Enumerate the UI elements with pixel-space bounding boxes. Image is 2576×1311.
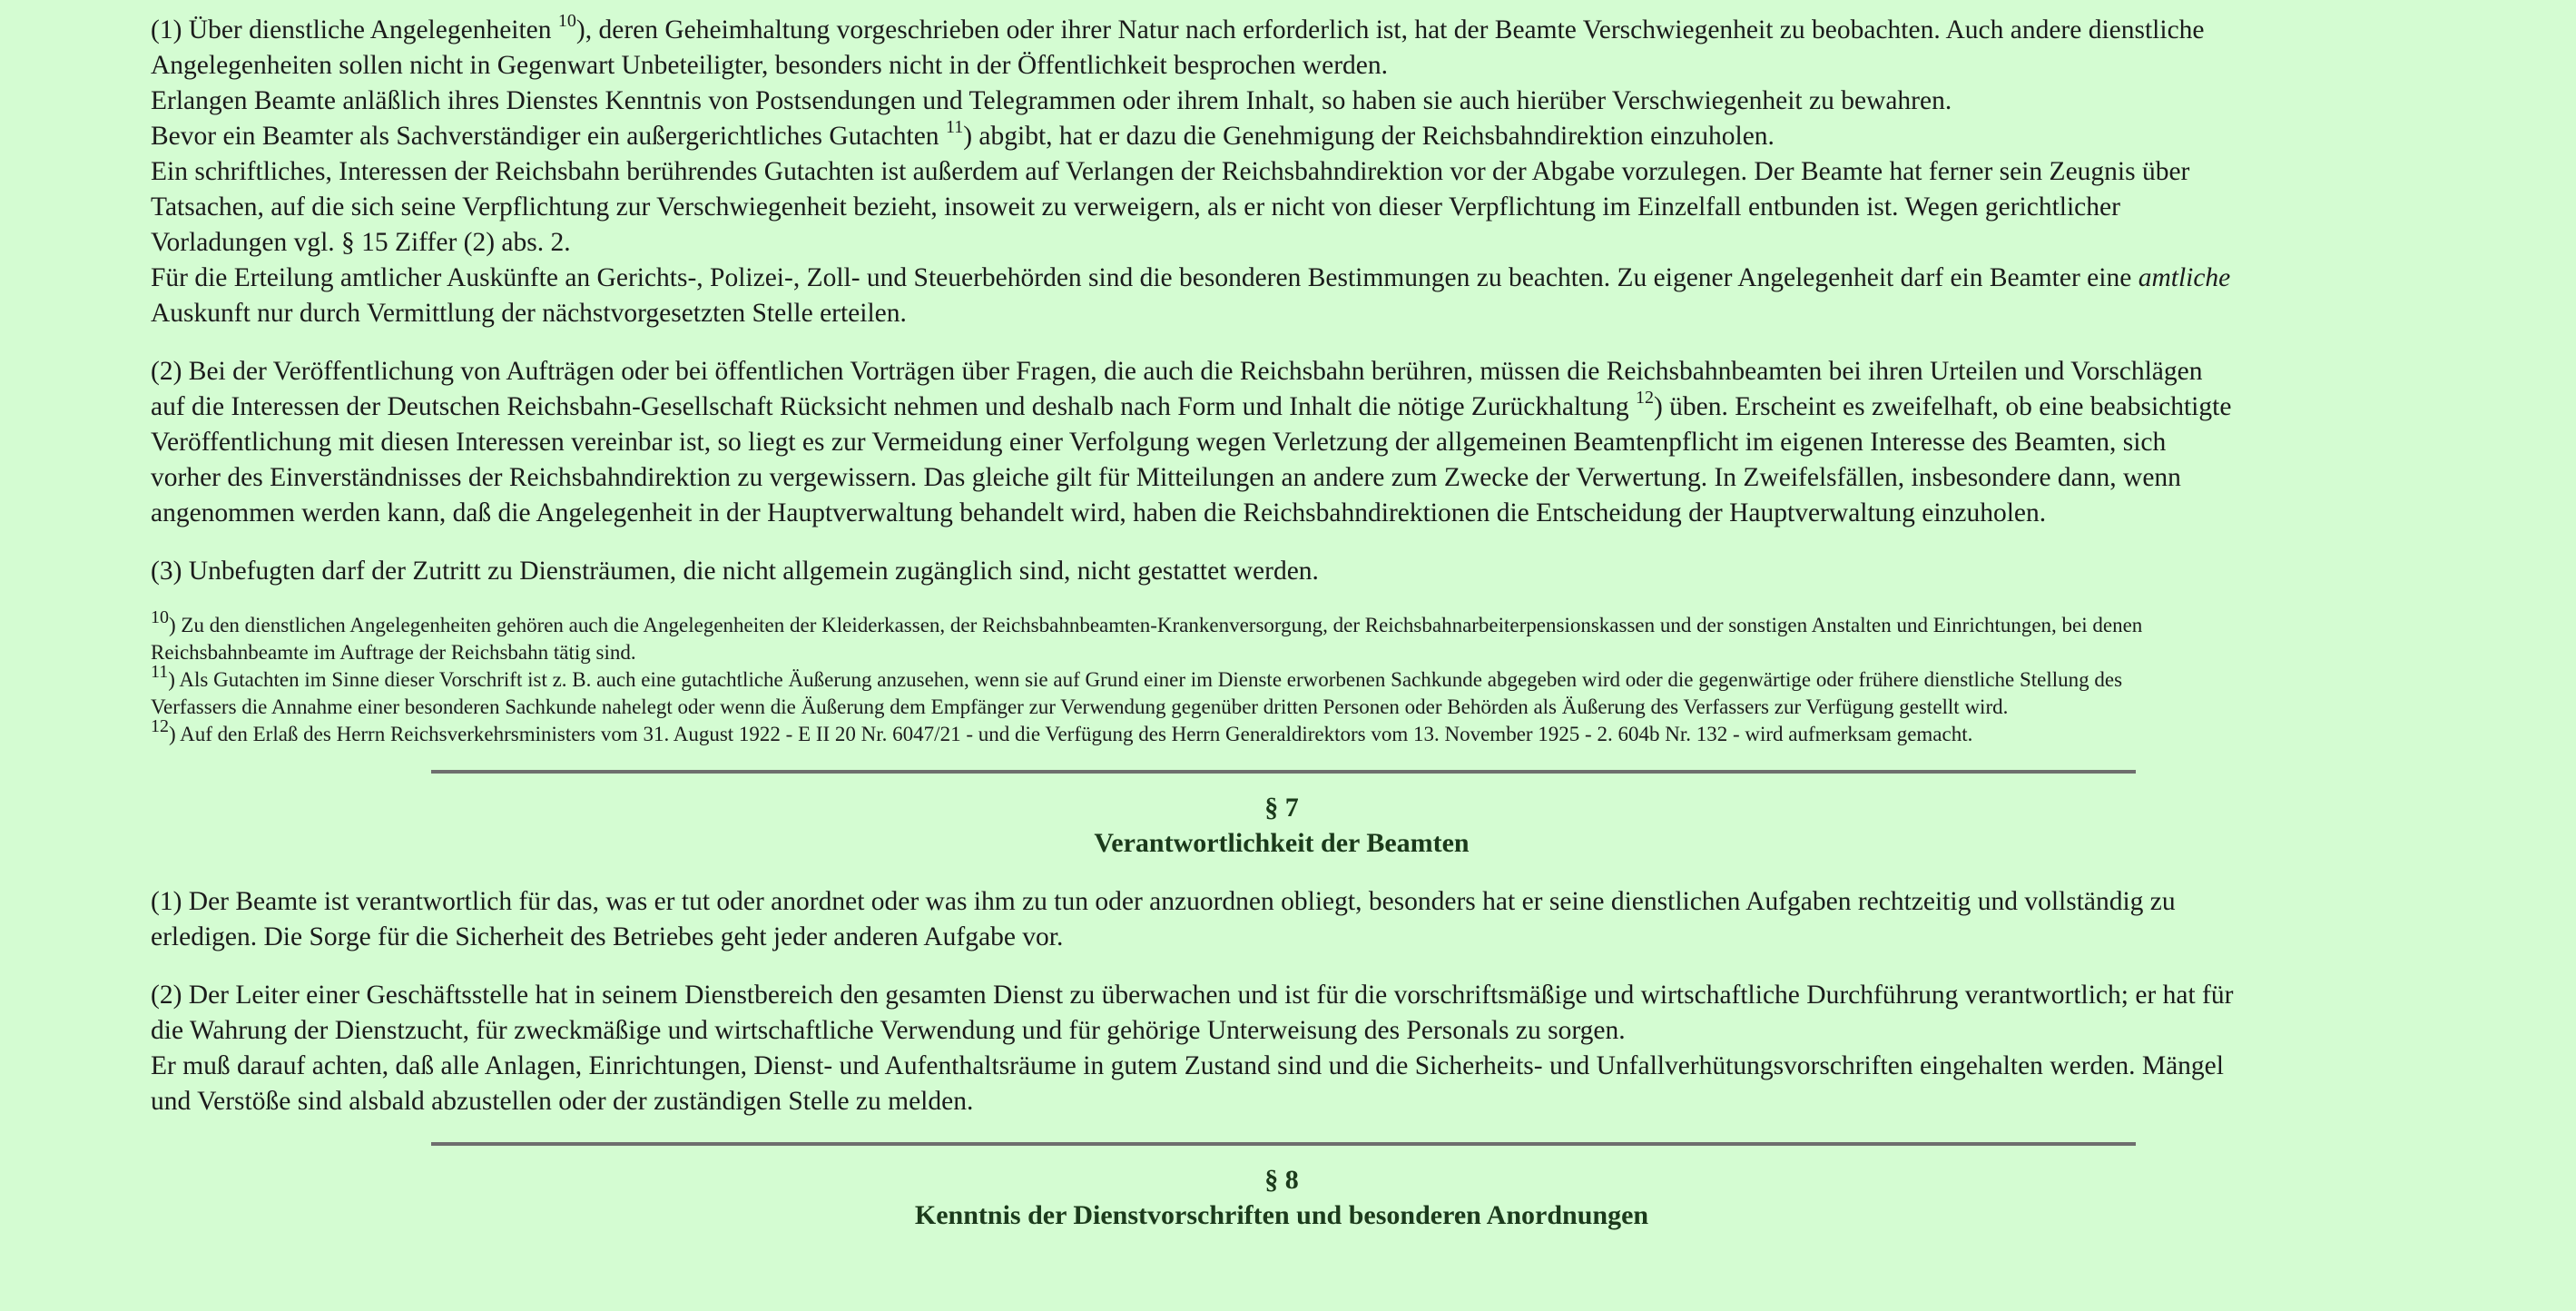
text-line: die Wahrung der Dienstzucht, für zweckmäßige und wirtschaftliche Verwendung und für gehörige Unterweisung des Personals zu sorgen. <box>151 1016 1626 1045</box>
section-7-paragraph-2 <box>151 978 2413 1119</box>
text-line: (3) Unbefugten darf der Zutritt zu Diensträumen, die nicht allgemein zugänglich sind, nicht gestattet werden. <box>151 557 1319 586</box>
text-line: Ein schriftliches, Interessen der Reichsbahn berührendes Gutachten ist außerdem auf Verlangen der Reichsbahndirektion vor der Abgabe vorzulegen. Der Beamte hat ferner sein Zeugnis über <box>151 157 2190 186</box>
text-line: (2) Bei der Veröffentlichung von Aufträgen oder bei öffentlichen Vorträgen über Fragen, die auch die Reichsbahn berühren, müssen die Reichsbahnbeamten bei ihren Urteilen und Vorschlägen <box>151 357 2203 386</box>
footnote-10: $^{10}$) Zu den dienstlichen Angelegenheiten gehören auch die Angelegenheiten der Kleiderkassen, der Reichsbahnbeamten-Krankenversorgung, der Reichsbahnarbeiterpensionskassen und der sonstigen Anstalten und Einrichtungen, bei denen <box>151 607 2143 636</box>
text-line: (1) Der Beamte ist verantwortlich für das, was er tut oder anordnet oder was ihm zu tun oder anzuordnen obliegt, besonders hat er seine dienstlichen Aufgaben rechtzeitig und vollständig zu <box>151 887 2176 916</box>
text-line: Auskunft nur durch Vermittlung der nächstvorgesetzten Stelle erteilen. <box>151 299 907 328</box>
footnote-ref-12[interactable]: 12 <box>1635 388 1654 408</box>
section-title: Kenntnis der Dienstvorschriften und besonderen Anordnungen <box>914 1200 1649 1230</box>
text-line: Angelegenheiten sollen nicht in Gegenwart Unbeteiligter, besonders nicht in der Öffentlichkeit besprochen werden. <box>151 51 1389 80</box>
footnote-12: $^{12}$) Auf den Erlaß des Herrn Reichsverkehrsministers vom 31. August 1922 - E II 20 Nr. 6047/21 - und die Verfügung des Herrn Generaldirektors vom 13. November 1925 - 2. 604b Nr. 132 - wird aufmerksam gemacht. <box>151 716 1973 745</box>
text-line: Bevor ein Beamter als Sachverständiger ein außergerichtliches Gutachten $^{11}$) abgibt, hat er dazu die Genehmigung der Reichsbahndirektion einzuholen. <box>151 117 1775 151</box>
footnote-ref-10[interactable]: 10 <box>557 11 576 31</box>
paragraph-1 <box>151 13 2413 331</box>
section-title: Verantwortlichkeit der Beamten <box>1094 828 1470 858</box>
section-7-paragraph-1 <box>151 884 2413 955</box>
footnotes <box>151 607 2413 748</box>
text-line: Tatsachen, auf die sich seine Verpflichtung zur Verschwiegenheit bezieht, insoweit zu verweigern, als er nicht von dieser Verpflichtung im Einzelfall entbunden ist. Wegen gerichtlicher <box>151 192 2120 222</box>
footnote-11: $^{11}$) Als Gutachten im Sinne dieser Vorschrift ist z. B. auch eine gutachtliche Äußerung anzusehen, wenn sie auf Grund einer im Dienste erworbenen Sachkunde abgegeben wird oder die gegenwärtige oder frühere dienstliche Stellung des <box>151 662 2123 691</box>
text-line: Vorladungen vgl. § 15 Ziffer (2) abs. 2. <box>151 228 571 257</box>
text-line: vorher des Einverständnisses der Reichsbahndirektion zu vergewissern. Das gleiche gilt für Mitteilungen an andere zum Zwecke der Verwertung. In Zweifelsfällen, insbesondere dann, wenn <box>151 463 2181 492</box>
text-line: Für die Erteilung amtlicher Auskünfte an Gerichts-, Polizei-, Zoll- und Steuerbehörden sind die besonderen Bestimmungen zu beachten. Zu eigener Angelegenheit darf ein Beamter eine amtliche <box>151 263 2231 292</box>
paragraph-3 <box>151 554 2413 589</box>
section-number: § 7 <box>1264 793 1299 823</box>
footnote-number: 11 <box>151 662 169 682</box>
footnote-10-continued: Reichsbahnbeamte im Auftrage der Reichsbahn tätig sind. <box>151 641 636 664</box>
text-line: auf die Interessen der Deutschen Reichsbahn-Gesellschaft Rücksicht nehmen und deshalb nach Form und Inhalt die nötige Zurückhaltung $^{12}$) üben. Erscheint es zweifelhaft, ob eine beabsichtigte <box>151 388 2232 421</box>
footnote-11-continued: Verfassers die Annahme einer besonderen Sachkunde nahelegt oder wenn die Äußerung dem Empfänger zur Verwendung gegenüber dritten Personen oder Behörden als Äußerung des Verfassers zur Verfügung gestellt wird. <box>151 695 2009 718</box>
text-line: (2) Der Leiter einer Geschäftsstelle hat in seinem Dienstbereich den gesamten Dienst zu überwachen und ist für die vorschriftsmäßige und wirtschaftliche Durchführung verantwortlich; er hat für <box>151 981 2234 1010</box>
paragraph-2 <box>151 354 2413 531</box>
text-line: Erlangen Beamte anläßlich ihres Dienstes Kenntnis von Postsendungen und Telegrammen oder ihrem Inhalt, so haben sie auch hierüber Verschwiegenheit zu bewahren. <box>151 86 1952 115</box>
section-divider <box>431 770 2136 774</box>
section-number: § 8 <box>1264 1165 1299 1195</box>
footnote-ref-11[interactable]: 11 <box>945 117 964 137</box>
text-line: und Verstöße sind alsbald abzustellen oder der zuständigen Stelle zu melden. <box>151 1087 974 1116</box>
section-7-heading <box>151 790 2413 861</box>
text-line: angenommen werden kann, daß die Angelegenheit in der Hauptverwaltung behandelt wird, haben die Reichsbahndirektionen die Entscheidung der Hauptverwaltung einzuholen. <box>151 498 2047 527</box>
italic-emphasis: amtliche <box>2138 263 2231 292</box>
text-line: Veröffentlichung mit diesen Interessen vereinbar ist, so liegt es zur Vermeidung einer Verfolgung wegen Verletzung der allgemeinen Beamtenpflicht im eigenen Interesse des Beamten, sich <box>151 428 2167 457</box>
text-line: Er muß darauf achten, daß alle Anlagen, Einrichtungen, Dienst- und Aufenthaltsräume in gutem Zustand sind und die Sicherheits- und Unfallverhütungsvorschriften eingehalten werden. Mängel <box>151 1051 2224 1080</box>
section-divider <box>431 1142 2136 1146</box>
text-line: (1) Über dienstliche Angelegenheiten $^{10}$), deren Geheimhaltung vorgeschrieben oder ihrer Natur nach erforderlich ist, hat der Beamte Verschwiegenheit zu beobachten. Auch andere dienstliche <box>151 11 2205 44</box>
section-8-heading <box>151 1162 2413 1233</box>
footnote-number: 10 <box>151 607 169 627</box>
footnote-number: 12 <box>151 716 169 736</box>
text-line: erledigen. Die Sorge für die Sicherheit des Betriebes geht jeder anderen Aufgabe vor. <box>151 922 1064 951</box>
